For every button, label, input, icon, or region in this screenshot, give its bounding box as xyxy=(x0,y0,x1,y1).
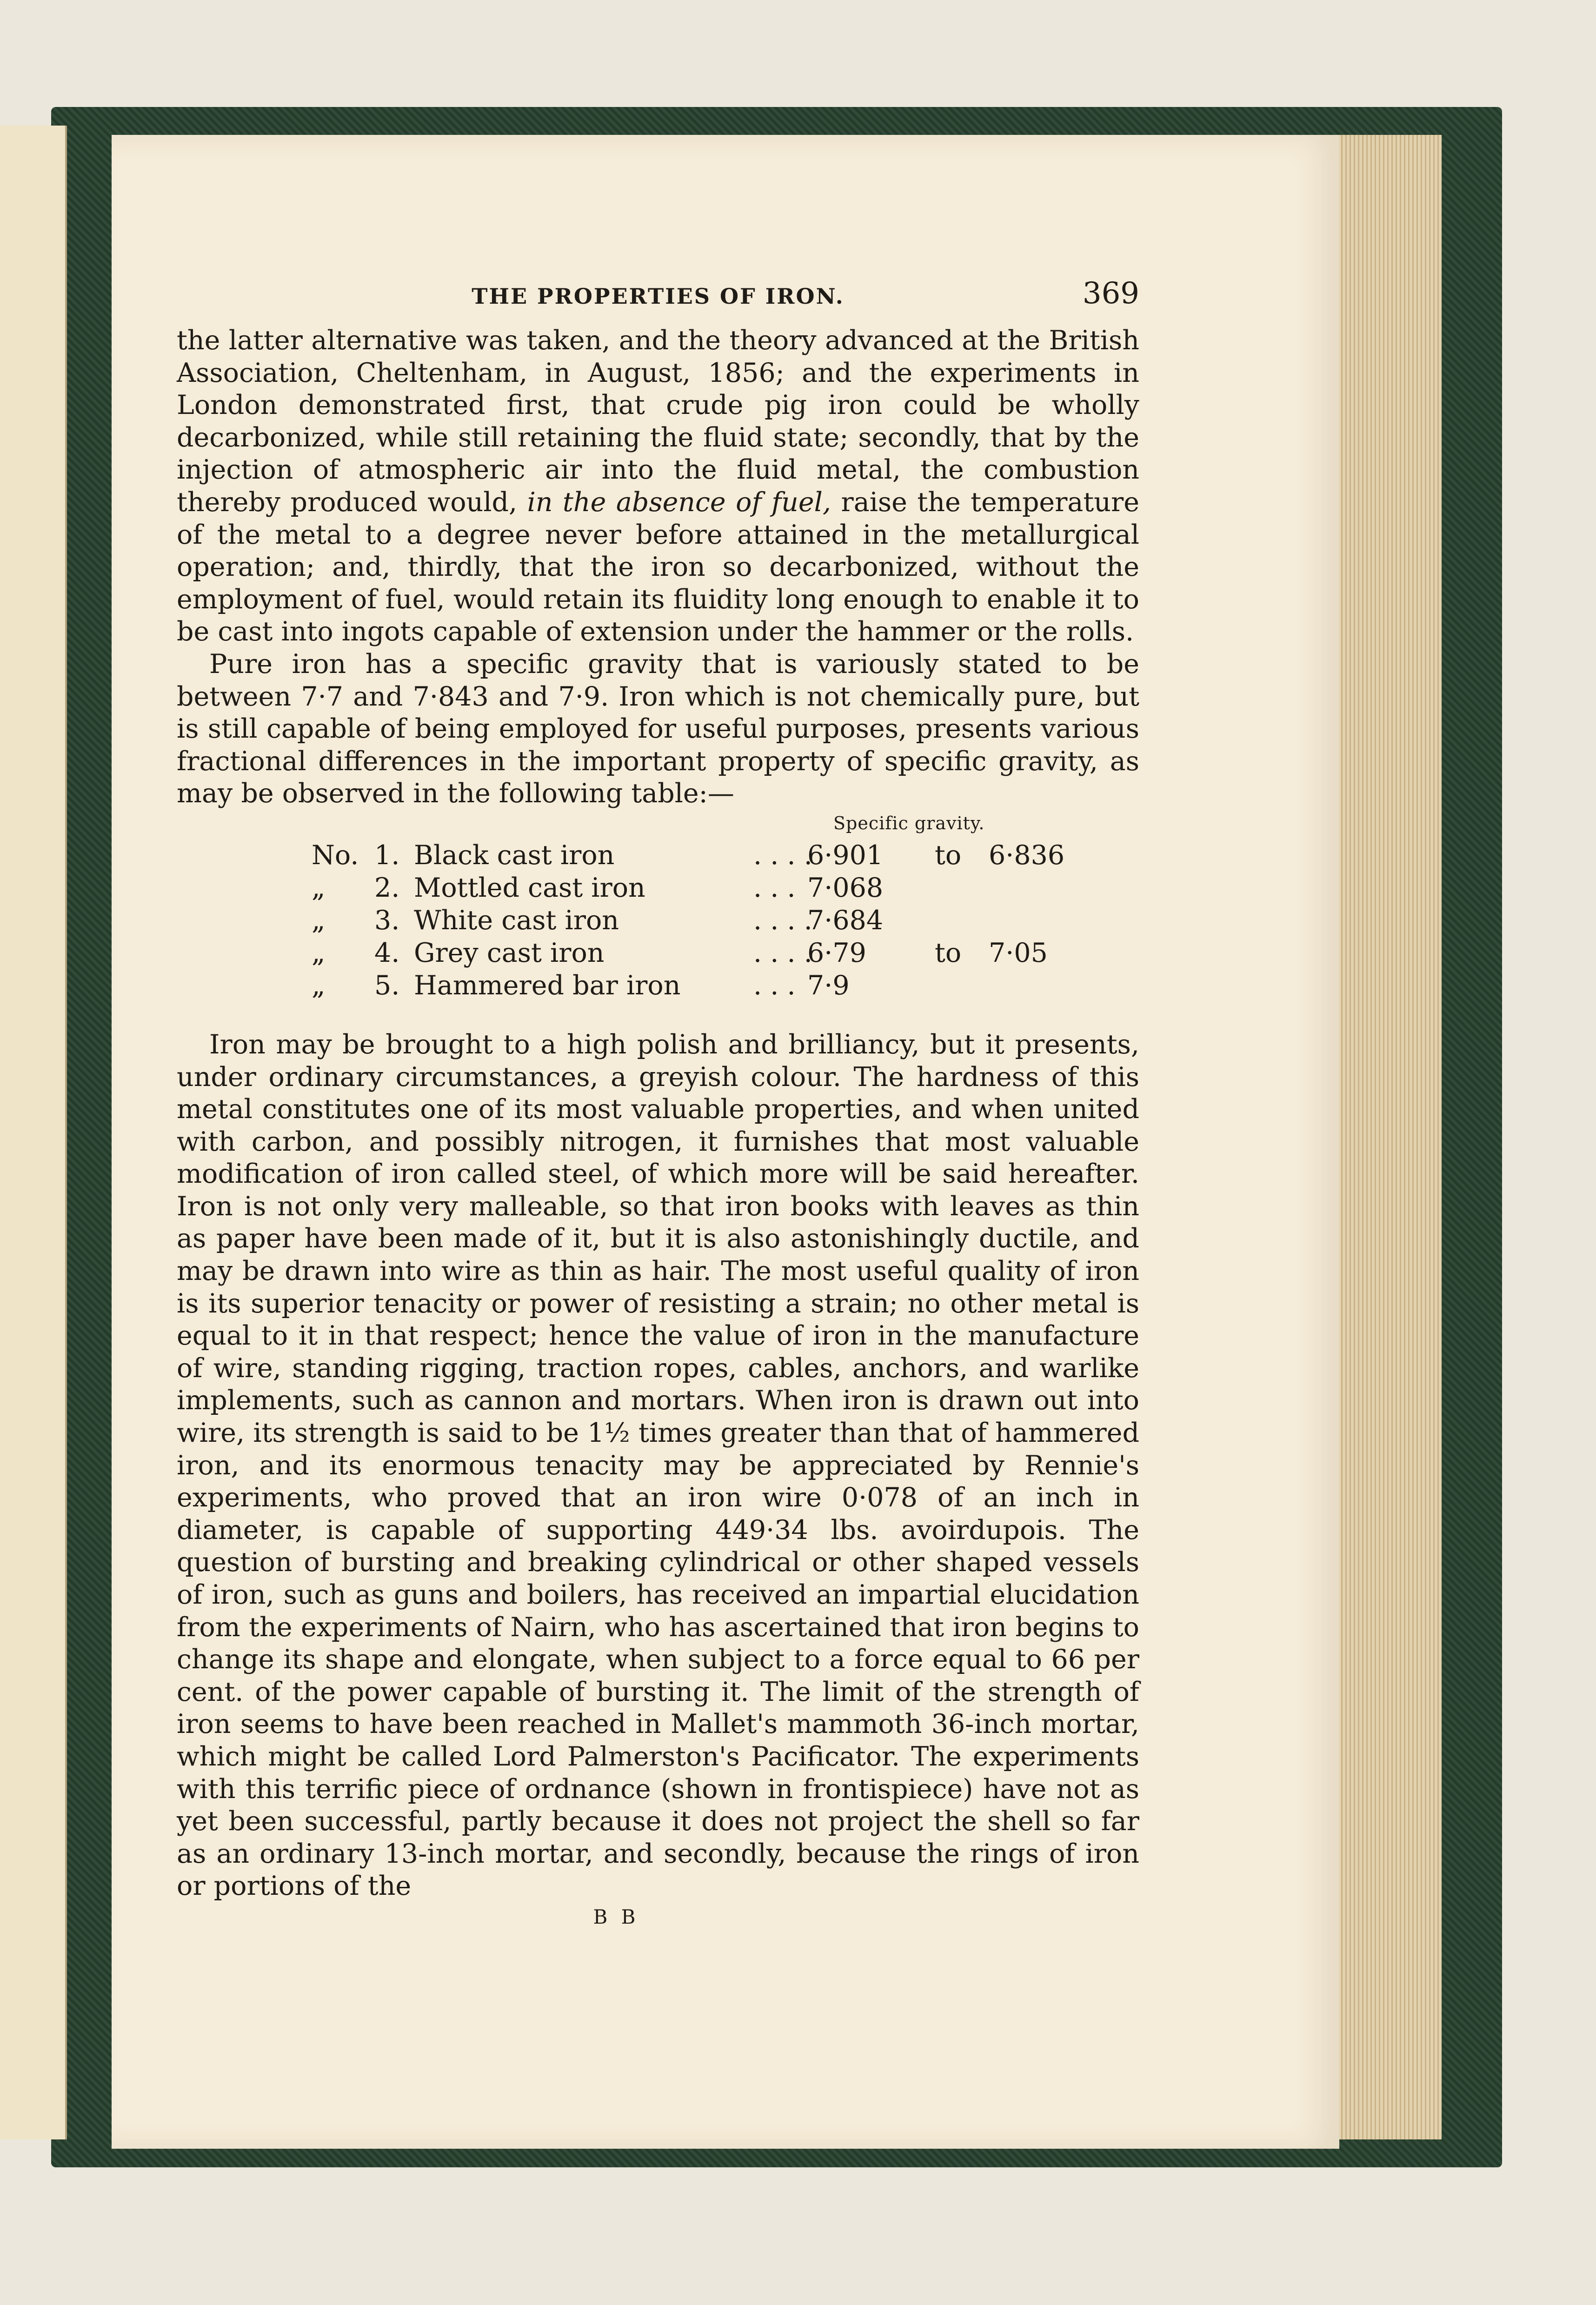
row-name: Hammered bar iron xyxy=(414,970,681,1001)
table-row xyxy=(177,970,1139,1003)
row-prefix: „ xyxy=(312,905,326,936)
row-value-high: 7·05 xyxy=(989,937,1048,968)
row-to: to xyxy=(935,839,962,871)
paragraph-3-fraction: 1½ xyxy=(587,1418,630,1449)
row-number: 2. xyxy=(374,872,400,903)
signature-mark: B B xyxy=(593,1905,639,1928)
row-value-low: 6·901 xyxy=(807,839,884,871)
row-value-low: 7·068 xyxy=(807,872,884,903)
row-value-high: 6·836 xyxy=(989,839,1065,871)
table-row xyxy=(177,905,1139,938)
row-prefix: „ xyxy=(312,872,326,903)
row-value-low: 6·79 xyxy=(807,937,866,968)
row-leader: . . . xyxy=(753,970,796,1001)
paragraph-1 xyxy=(177,325,1139,648)
row-leader: . . . xyxy=(753,872,796,903)
paragraph-1-text-b: raise the temperature of the metal to a degree never before attained in the metallurgical operation; and, thirdly, that the iron so decarbonized, without the employment of fuel, would retain its fluidity long enough to enable it to be cast into ingots capable of extension under the hammer or the rolls. xyxy=(177,486,1139,647)
row-number: 4. xyxy=(374,937,400,968)
row-number: 3. xyxy=(374,905,400,936)
row-number: 1. xyxy=(374,839,400,871)
table-row xyxy=(177,873,1139,905)
row-prefix: „ xyxy=(312,937,326,968)
page-content xyxy=(177,270,1139,1928)
table-row xyxy=(177,938,1139,970)
row-prefix: No. xyxy=(312,839,359,871)
row-name: Mottled cast iron xyxy=(414,872,645,903)
paragraph-3 xyxy=(177,1029,1139,1903)
left-page-edge xyxy=(0,126,67,2139)
page-header xyxy=(177,270,1139,321)
running-head: THE PROPERTIES OF IRON. xyxy=(472,284,845,309)
table-row xyxy=(177,840,1139,873)
specific-gravity-table xyxy=(177,810,1139,1029)
row-leader: . . . . xyxy=(753,839,812,871)
page-edges xyxy=(1330,135,1442,2139)
table-caption: Specific gravity. xyxy=(833,813,985,833)
row-value-low: 7·9 xyxy=(807,970,850,1001)
paragraph-3-text-b: times greater than that of hammered iron, and its enormous tenacity may be appreciated by Rennie's experiments, who proved that an iron wire 0·078 of an inch in diameter, is capable of supporting 449·34 lbs. avoirdupois. The question of bursting and breaking cylindrical or other shaped vessels of iron, such as guns and boilers, has received an impartial elucidation from the experiments of Nairn, who has ascertained that iron begins to change its shape and elongate, when subject to a force equal to 66 per cent. of the power capable of bursting it. The limit of the strength of iron seems to have been reached in Mallet's mammoth 36-inch mortar, which might be called Lord Palmerston's Pacificator. The experiments with this terrific piece of ordnance (shown in frontispiece) have not as yet been successful, partly because it does not project the shell so far as an ordinary 13-inch mortar, and secondly, because the rings of iron or portions of the xyxy=(177,1418,1139,1902)
paragraph-3-text-a: Iron may be brought to a high polish and brilliancy, but it presents, under ordinary circumstances, a greyish colour. The hardness of this metal constitutes one of its most valuable properties, and when united with carbon, and possibly nitrogen, it furnishes that most valuable modification of iron called steel, of which more will be said hereafter. Iron is not only very malleable, so that iron books with leaves as thin as paper have been made of it, but it is also astonishingly ductile, and may be drawn into wire as thin as hair. The most useful quality of iron is its superior tenacity or power of resisting a strain; no other metal is equal to it in that respect; hence the value of iron in the manufacture of wire, standing rigging, traction ropes, cables, anchors, and warlike implements, such as cannon and mortars. When iron is drawn out into wire, its strength is said to be xyxy=(177,1029,1139,1449)
paragraph-1-text-a: the latter alternative was taken, and the theory advanced at the British Association, Cheltenham, in August, 1856; and the experiments in London demonstrated first, that crude pig iron could be wholly decarbonized, while still retaining the fluid state; secondly, that by the injection of atmospheric air into the fluid metal, the combustion thereby produced would, xyxy=(177,325,1139,518)
row-prefix: „ xyxy=(312,970,326,1001)
page-number: 369 xyxy=(1082,276,1139,311)
row-to: to xyxy=(935,937,962,968)
row-value-low: 7·684 xyxy=(807,905,884,936)
row-leader: . . . . xyxy=(753,905,812,936)
row-name: White cast iron xyxy=(414,905,619,936)
row-name: Black cast iron xyxy=(414,839,615,871)
paragraph-2: Pure iron has a specific gravity that is variously stated to be between 7·7 and 7·843 and 7·9. Iron which is not chemically pure, but is still capable of being employed for useful purposes, presents various fractional differences in the important property of specific gravity, as may be observed in the following table:— xyxy=(177,648,1139,809)
row-leader: . . . . xyxy=(753,937,812,968)
row-name: Grey cast iron xyxy=(414,937,605,968)
row-number: 5. xyxy=(374,970,400,1001)
paragraph-1-italic: in the absence of fuel, xyxy=(527,486,831,518)
